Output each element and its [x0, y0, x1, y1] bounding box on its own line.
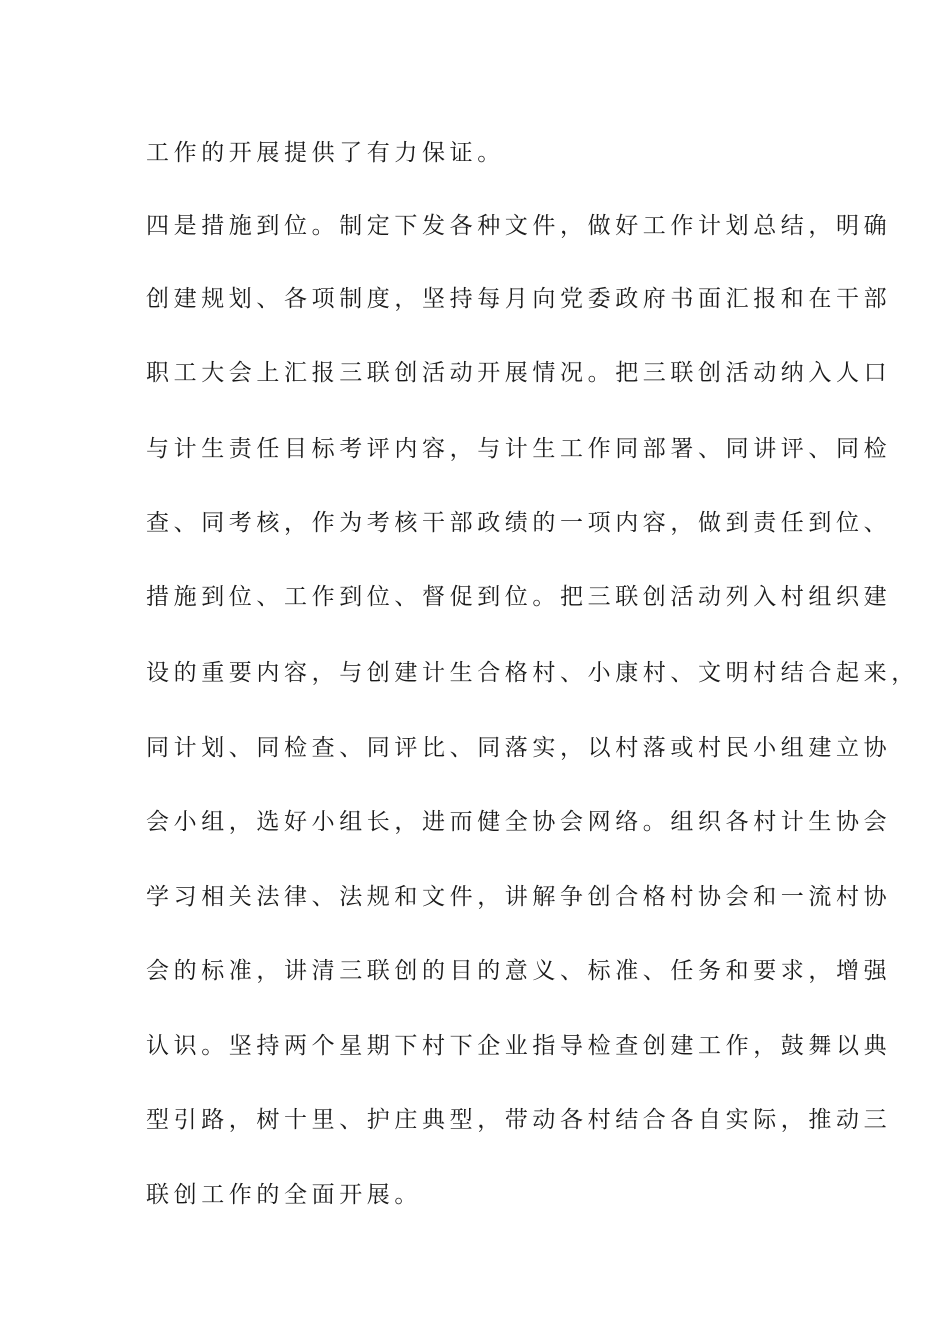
text-line-1: 工作的开展提供了有力保证。: [146, 140, 505, 166]
text-line-8: 设的重要内容，与创建计生合格村、小康村、文明村结合起来，: [146, 660, 919, 686]
text-line-15: 联创工作的全面开展。: [146, 1182, 422, 1208]
text-line-5: 与计生责任目标考评内容，与计生工作同部署、同讲评、同检: [146, 436, 892, 462]
text-line-6: 查、同考核，作为考核干部政绩的一项内容，做到责任到位、: [146, 510, 892, 536]
text-line-10: 会小组，选好小组长，进而健全协会网络。组织各村计生协会: [146, 809, 892, 835]
text-line-7: 措施到位、工作到位、督促到位。把三联创活动列入村组织建: [146, 584, 892, 610]
text-line-12: 会的标准，讲清三联创的目的意义、标准、任务和要求，增强: [146, 958, 892, 984]
text-line-3: 创建规划、各项制度，坚持每月向党委政府书面汇报和在干部: [146, 286, 892, 312]
text-line-2: 四是措施到位。制定下发各种文件，做好工作计划总结，明确: [146, 213, 892, 239]
text-line-11: 学习相关法律、法规和文件，讲解争创合格村协会和一流村协: [146, 884, 892, 910]
text-line-14: 型引路，树十里、护庄典型，带动各村结合各自实际，推动三: [146, 1107, 892, 1133]
text-line-4: 职工大会上汇报三联创活动开展情况。把三联创活动纳入人口: [146, 360, 892, 386]
text-line-13: 认识。坚持两个星期下村下企业指导检查创建工作，鼓舞以典: [146, 1033, 892, 1059]
text-line-9: 同计划、同检查、同评比、同落实，以村落或村民小组建立协: [146, 735, 892, 761]
